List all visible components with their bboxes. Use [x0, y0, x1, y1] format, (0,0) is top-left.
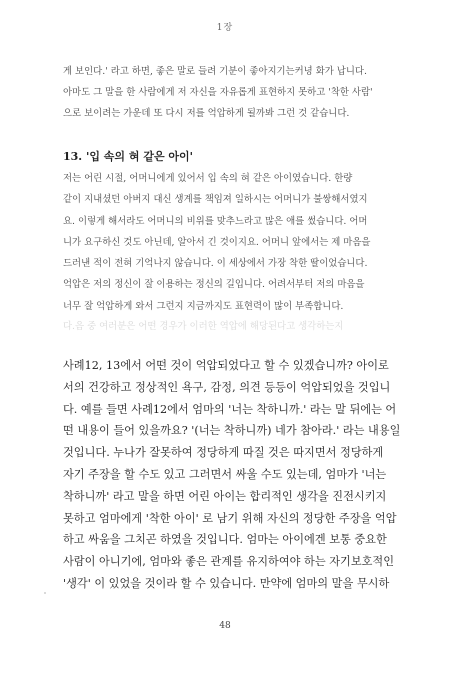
top-paragraph-line: 게 보인다.' 라고 하면, 좋은 말로 들려 기분이 좋아지기는커녕 화가 납니다. [63, 66, 367, 77]
top-paragraph-line: 아마도 그 말을 한 사람에게 저 자신을 자유롭게 표현하지 못하고 '착한 사람' [63, 87, 373, 98]
main-paragraph-line: 사람이 아니기에, 엄마와 좋은 관계를 유지하여야 하는 자기보호적인 [63, 555, 395, 569]
margin-mark [44, 592, 46, 594]
top-paragraph [63, 61, 393, 124]
case-paragraph-line: 너무 잘 억압하게 와서 그런지 지금까지도 표현력이 많이 부족합니다. [63, 300, 344, 312]
main-paragraph-line: 사례12, 13에서 어떤 것이 억압되었다고 할 수 있겠습니까? 아이로 [63, 359, 389, 372]
top-paragraph-line: 으로 보이려는 가운데 또 다시 저를 억압하게 될까봐 그런 것 같습니다. [63, 108, 350, 119]
main-paragraph-line: 서의 건강하고 정상적인 욕구, 감정, 의견 등등이 억압되었을 것입니 [63, 380, 391, 394]
case-paragraph-line: 드러낸 적이 전혀 기억나지 않습니다. 이 세상에서 가장 착한 딸이었습니다. [63, 258, 368, 270]
main-paragraph-line: 자기 주장을 할 수도 있고 그러면서 싸울 수도 있는데, 엄마가 '너는 [63, 467, 387, 481]
faded-bleedthrough-line: 다.음 중 여러분은 어떤 경우가 이러한 역압에 해당된다고 생각하는지 [63, 316, 393, 338]
main-paragraph-line: 떤 내용이 들어 있을까요? '(너는 착하니까) 네가 참아라.' 라는 내용일 [63, 424, 401, 438]
case-paragraph-line: 억압은 저의 정신이 잘 이용하는 정신의 길입니다. 어려서부터 저의 마음을 [63, 279, 365, 291]
main-paragraph-line: 착하니까' 라고 말을 하면 어린 아이는 합리적인 생각을 진전시키지 [63, 489, 387, 503]
case-paragraph-line: 저는 어린 시절, 어머니에게 있어서 입 속의 혀 같은 아이였습니다. 한량 [63, 173, 353, 184]
main-paragraph-line: 못하고 엄마에게 '착한 아이' 로 남기 위해 자신의 정당한 주장을 억압 [63, 511, 397, 525]
section-heading: 13. '입 속의 혀 같은 아이' [63, 150, 194, 163]
running-header-chapter: 1장 [216, 23, 234, 33]
main-paragraph-line: 하고 싸움을 그치곤 하였을 것입니다. 엄마는 아이에겐 보통 중요한 [63, 533, 387, 547]
case-paragraph-line: 니가 요구하신 것도 아닌데, 알아서 긴 것이지요. 어머니 앞에서는 제 마음을 [63, 236, 371, 248]
main-paragraph [63, 355, 403, 595]
main-paragraph-line: '생각' 이 있었을 것이라 할 수 있습니다. 만약에 엄마의 말을 무시하 [63, 576, 390, 590]
case-paragraph-line: 같이 지내셨던 아버지 대신 생계를 책임져 일하시는 어머니가 불쌍해서였지 [63, 194, 368, 206]
case-paragraph-line: 요. 이렇게 해서라도 어머니의 비위를 맞추느라고 많은 애를 썼습니다. 어머 [63, 215, 368, 227]
main-paragraph-line: 다. 예를 들면 사례12에서 엄마의 '너는 착하니까.' 라는 말 뒤에는 어 [63, 402, 397, 416]
case-paragraph [63, 168, 393, 317]
main-paragraph-line: 것입니다. 누나가 잘못하여 정당하게 따질 것은 따지면서 정당하게 [63, 446, 384, 460]
page-number: 48 [219, 621, 231, 631]
